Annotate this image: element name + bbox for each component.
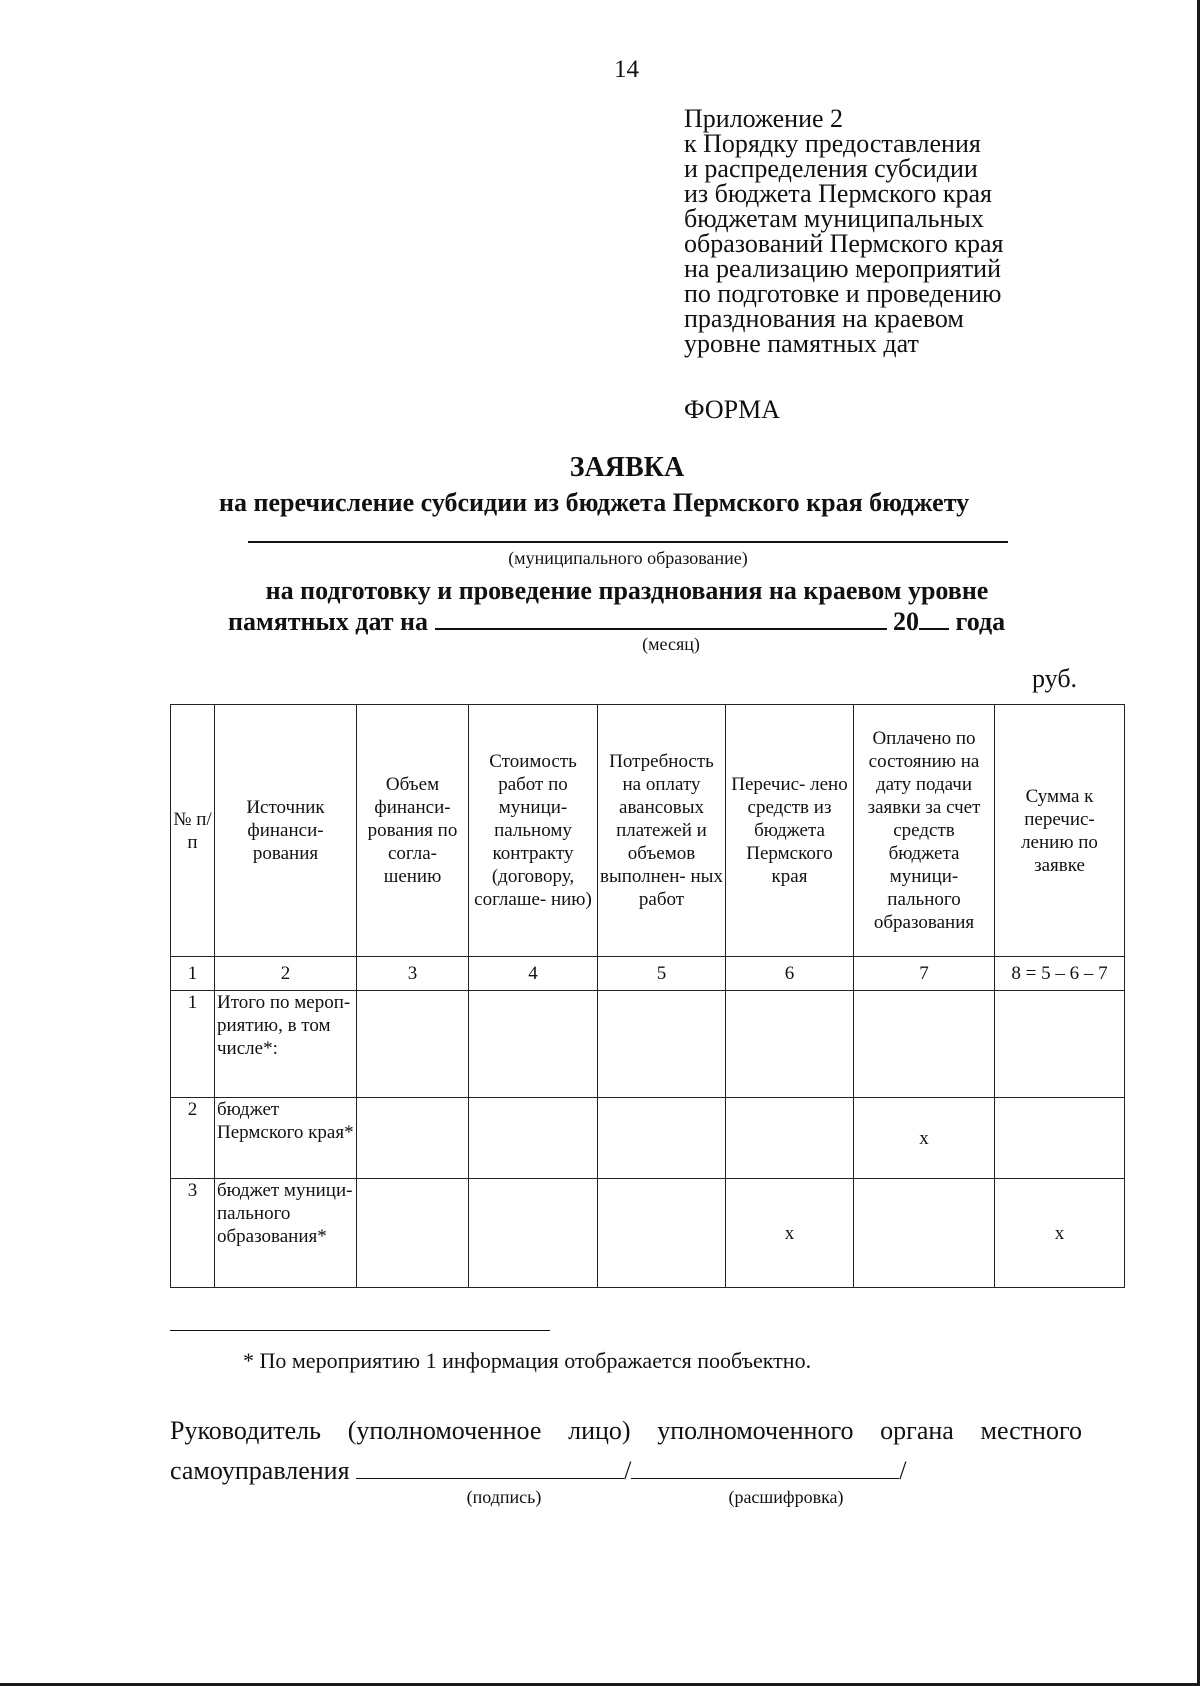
- table-cell: x: [854, 1098, 995, 1179]
- header-cell: Оплачено по состоянию на дату подачи заявки за счет средств бюджета муници- пального образования: [854, 705, 995, 957]
- table-cell: [469, 991, 598, 1098]
- footnote-separator: [170, 1330, 550, 1331]
- decoding-slash: /: [899, 1456, 907, 1485]
- appendix-line: образований Пермского края: [684, 229, 1004, 258]
- document-subtitle: на перечисление субсидии из бюджета Пермского края бюджету: [219, 488, 970, 517]
- table-cell: [995, 991, 1125, 1098]
- table-cell: [357, 991, 469, 1098]
- table-cell: [726, 1098, 854, 1179]
- table-cell: [726, 991, 854, 1098]
- appendix-line: на реализацию мероприятий: [684, 254, 1002, 283]
- signature-caption: (подпись): [466, 1487, 542, 1507]
- appendix-line: бюджетам муниципальных: [684, 204, 984, 233]
- row-source: бюджет муници- пального образования*: [215, 1179, 357, 1288]
- row-source: Итого по мероп- риятию, в том числе*:: [215, 991, 357, 1098]
- municipality-blank-line: [248, 541, 1008, 543]
- row-number: 1: [171, 991, 215, 1098]
- column-number: 8 = 5 – 6 – 7: [995, 957, 1125, 991]
- column-number: 6: [726, 957, 854, 991]
- column-number: 3: [357, 957, 469, 991]
- column-number: 4: [469, 957, 598, 991]
- column-number: 7: [854, 957, 995, 991]
- decoding-blank: [631, 1454, 899, 1479]
- month-blank-line: [435, 604, 887, 630]
- signature-line1: Руководитель (уполномоченное лицо) уполномоченного органа местного: [170, 1416, 1082, 1445]
- subsidy-table: [170, 704, 1125, 1288]
- year-prefix: 20: [893, 607, 920, 636]
- table-cell: [598, 991, 726, 1098]
- row-source: бюджет Пермского края*: [215, 1098, 357, 1179]
- table-cell: [854, 1179, 995, 1288]
- municipality-caption: (муниципального образование): [508, 548, 748, 568]
- appendix-line: празднования на краевом: [684, 304, 964, 333]
- row-number: 2: [171, 1098, 215, 1179]
- year-suffix: года: [955, 607, 1006, 636]
- header-cell: Потребность на оплату авансовых платежей и объемов выполнен- ных работ: [598, 705, 726, 957]
- table-header-row: [171, 705, 1125, 957]
- table-cell: [854, 991, 995, 1098]
- forma-label: ФОРМА: [684, 395, 780, 424]
- table-cell: [357, 1179, 469, 1288]
- row-number: 3: [171, 1179, 215, 1288]
- table-cell: [598, 1098, 726, 1179]
- signature-line2: [170, 1454, 907, 1486]
- table-cell: x: [726, 1179, 854, 1288]
- signature-slash: /: [624, 1456, 632, 1485]
- appendix-line: из бюджета Пермского края: [684, 179, 993, 208]
- appendix-line: Приложение 2: [684, 104, 844, 133]
- appendix-line: к Порядку предоставления: [684, 129, 981, 158]
- table-cell: [469, 1179, 598, 1288]
- subtitle2-line1: на подготовку и проведение празднования на краевом уровне: [265, 576, 989, 605]
- decoding-caption: (расшифровка): [728, 1487, 844, 1507]
- table-cell: [357, 1098, 469, 1179]
- column-number: 1: [171, 957, 215, 991]
- signature-blank: [356, 1454, 624, 1479]
- header-cell: № п/п: [171, 705, 215, 957]
- appendix-line: уровне памятных дат: [684, 329, 919, 358]
- table-cell: x: [995, 1179, 1125, 1288]
- column-number: 2: [215, 957, 357, 991]
- header-cell: Объем финанси- рования по согла- шению: [357, 705, 469, 957]
- footnote: * По мероприятию 1 информация отображается пообъектно.: [243, 1348, 812, 1373]
- header-cell: Источник финанси- рования: [215, 705, 357, 957]
- subtitle2-prefix: памятных дат на: [228, 607, 429, 636]
- month-caption: (месяц): [642, 634, 700, 654]
- year-blank-line: [919, 604, 949, 630]
- column-number-row: [171, 957, 1125, 991]
- document-title: ЗАЯВКА: [569, 452, 685, 483]
- table-row: [171, 991, 1125, 1098]
- appendix-block: [684, 106, 1003, 356]
- header-cell: Перечис- лено средств из бюджета Пермского края: [726, 705, 854, 957]
- signature-label: самоуправления: [170, 1456, 350, 1485]
- table-cell: [995, 1098, 1125, 1179]
- page-number: 14: [614, 56, 639, 83]
- appendix-line: по подготовке и проведению: [684, 279, 1002, 308]
- table-row: [171, 1179, 1125, 1288]
- table-cell: [598, 1179, 726, 1288]
- header-cell: Сумма к перечис- лению по заявке: [995, 705, 1125, 957]
- subtitle2-line2: [228, 604, 1005, 635]
- header-cell: Стоимость работ по муници- пальному контракту (договору, соглаше- нию): [469, 705, 598, 957]
- currency-label: руб.: [1032, 664, 1078, 693]
- appendix-line: и распределения субсидии: [684, 154, 978, 183]
- table-row: [171, 1098, 1125, 1179]
- table-cell: [469, 1098, 598, 1179]
- column-number: 5: [598, 957, 726, 991]
